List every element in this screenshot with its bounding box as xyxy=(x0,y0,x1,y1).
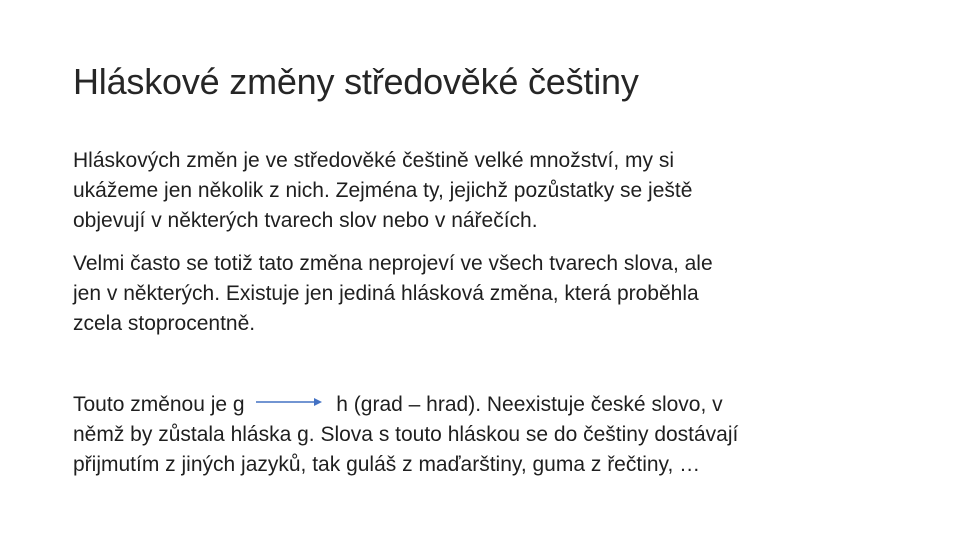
paragraph-example-line-1 xyxy=(73,390,893,420)
example-after-arrow: h (grad – hrad). Neexistuje české slovo, v xyxy=(336,393,723,416)
paragraph-intro-line-1: Hláskových změn je ve středověké češtině velké množství, my si xyxy=(73,149,675,172)
paragraph-intro-line-3: objevují v některých tvarech slov nebo v nářečích. xyxy=(73,209,538,232)
paragraph-explanation-line-2: jen v některých. Existuje jen jediná hlásková změna, která proběhla xyxy=(73,282,699,305)
example-before-arrow: Touto změnou je g xyxy=(73,393,245,416)
right-arrow-icon xyxy=(254,395,324,409)
paragraph-explanation-line-3: zcela stoprocentně. xyxy=(73,312,256,335)
paragraph-example-line-2: němž by zůstala hláska g. Slova s touto hláskou se do češtiny dostávají xyxy=(73,423,739,446)
slide-title: Hláskové změny středověké češtiny xyxy=(73,61,639,102)
paragraph-explanation xyxy=(73,249,893,339)
paragraph-explanation-line-1: Velmi často se totiž tato změna neprojeví ve všech tvarech slova, ale xyxy=(73,252,713,275)
paragraph-example-line-3: přijmutím z jiných jazyků, tak guláš z maďarštiny, guma z řečtiny, … xyxy=(73,453,701,476)
paragraph-intro-line-2: ukážeme jen několik z nich. Zejména ty, jejichž pozůstatky se ještě xyxy=(73,179,693,202)
paragraph-intro xyxy=(73,146,893,236)
paragraph-example xyxy=(73,390,893,480)
